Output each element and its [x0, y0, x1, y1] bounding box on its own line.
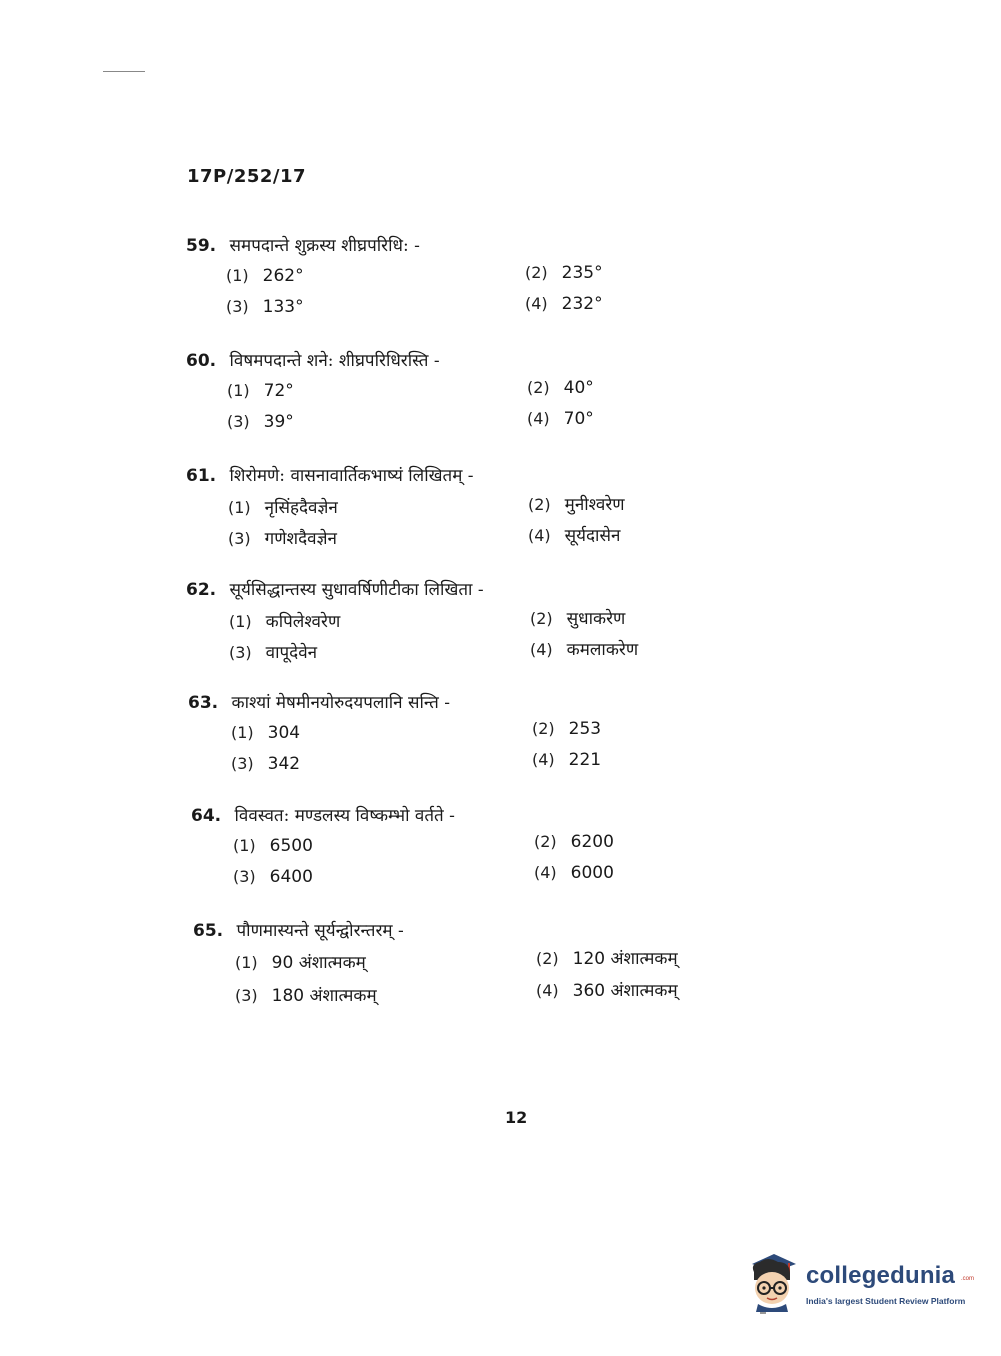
question-number: 60. — [186, 351, 217, 371]
collegedunia-logo — [744, 1250, 974, 1320]
option-value: वापूदेवेन — [265, 643, 318, 663]
option-4 — [532, 750, 601, 770]
option-1 — [235, 950, 366, 973]
option-number: (3) — [235, 986, 258, 1005]
option-3 — [229, 640, 317, 663]
option-number: (3) — [229, 643, 252, 662]
option-value: 6200 — [570, 832, 614, 852]
option-value: 342 — [267, 754, 301, 774]
logo-com: .com — [961, 1276, 975, 1282]
question-stem — [193, 918, 404, 941]
option-value: सूर्यदासेन — [564, 526, 621, 546]
option-number: (3) — [233, 867, 256, 886]
option-1 — [233, 836, 313, 856]
option-number: (1) — [233, 836, 256, 855]
scan-mark — [760, 1312, 766, 1314]
question-number: 64. — [191, 806, 222, 826]
option-3 — [233, 867, 313, 887]
option-2 — [532, 719, 601, 739]
question-number: 65. — [193, 921, 224, 941]
question-text: शिरोमणे: वासनावार्तिकभाष्यं लिखितम् - — [229, 466, 474, 486]
option-number: (4) — [527, 409, 550, 428]
option-value: 262° — [262, 266, 304, 286]
option-1 — [226, 266, 304, 286]
option-4 — [536, 978, 678, 1001]
option-value: 133° — [262, 297, 304, 317]
option-3 — [231, 754, 300, 774]
question-number: 61. — [186, 466, 217, 486]
option-value: 72° — [263, 381, 294, 401]
question-text: विवस्वत: मण्डलस्य विष्कम्भो वर्तते - — [234, 806, 455, 826]
option-value: 39° — [263, 412, 294, 432]
option-number: (2) — [527, 378, 550, 397]
option-value: 253 — [568, 719, 602, 739]
option-number: (3) — [228, 529, 251, 548]
question-stem — [186, 348, 440, 371]
option-3 — [235, 983, 377, 1006]
option-1 — [229, 609, 340, 632]
question-number: 62. — [186, 580, 217, 600]
option-number: (1) — [235, 953, 258, 972]
option-1 — [227, 381, 294, 401]
option-number: (2) — [536, 949, 559, 968]
option-number: (1) — [228, 498, 251, 517]
option-number: (3) — [227, 412, 250, 431]
option-number: (4) — [534, 863, 557, 882]
option-value: गणेशदैवज्ञेन — [264, 529, 337, 549]
question-stem — [186, 463, 474, 486]
option-1 — [228, 495, 338, 518]
option-number: (1) — [229, 612, 252, 631]
option-number: (1) — [226, 266, 249, 285]
option-2 — [527, 378, 594, 398]
option-value: नृसिंहदैवज्ञेन — [264, 498, 338, 518]
option-3 — [228, 526, 337, 549]
option-value: 232° — [561, 294, 603, 314]
option-number: (4) — [530, 640, 553, 659]
option-3 — [227, 412, 294, 432]
option-4 — [530, 637, 638, 660]
option-number: (4) — [528, 526, 551, 545]
option-value: 90 अंशात्मकम् — [271, 953, 366, 973]
option-number: (4) — [536, 981, 559, 1000]
option-number: (2) — [534, 832, 557, 851]
option-4 — [528, 523, 620, 546]
paper-code: 17P/252/17 — [187, 166, 307, 187]
option-value: कमलाकरेण — [566, 640, 639, 660]
option-number: (3) — [226, 297, 249, 316]
option-value: मुनीश्वरेण — [564, 495, 625, 515]
option-value: सुधाकरेण — [566, 609, 626, 629]
question-number: 59. — [186, 236, 217, 256]
option-2 — [536, 946, 678, 969]
option-number: (2) — [525, 263, 548, 282]
option-number: (1) — [227, 381, 250, 400]
question-text: काश्यां मेषमीनयोरुदयपलानि सन्ति - — [231, 693, 450, 713]
page-number: 12 — [505, 1108, 528, 1127]
mascot-icon — [744, 1250, 802, 1312]
question-stem — [191, 803, 455, 826]
option-value: 235° — [561, 263, 603, 283]
option-value: 120 अंशात्मकम् — [572, 949, 678, 969]
option-4 — [534, 863, 614, 883]
option-value: 180 अंशात्मकम् — [271, 986, 377, 1006]
option-number: (2) — [530, 609, 553, 628]
option-3 — [226, 297, 304, 317]
option-2 — [525, 263, 603, 283]
option-value: 6400 — [269, 867, 313, 887]
option-2 — [534, 832, 614, 852]
option-2 — [530, 606, 625, 629]
option-value: 40° — [563, 378, 594, 398]
option-number: (1) — [231, 723, 254, 742]
option-4 — [525, 294, 603, 314]
option-number: (4) — [532, 750, 555, 769]
option-value: 6000 — [570, 863, 614, 883]
question-text: समपदान्ते शुक्रस्य शीघ्रपरिधि: - — [229, 236, 420, 256]
option-number: (2) — [528, 495, 551, 514]
option-number: (2) — [532, 719, 555, 738]
option-number: (4) — [525, 294, 548, 313]
option-value: 360 अंशात्मकम् — [572, 981, 678, 1001]
option-1 — [231, 723, 300, 743]
question-text: पौणमास्यन्ते सूर्यन्द्वोरन्तरम् - — [236, 921, 404, 941]
option-value: 221 — [568, 750, 602, 770]
question-number: 63. — [188, 693, 219, 713]
option-value: कपिलेश्वरेण — [265, 612, 341, 632]
option-value: 70° — [563, 409, 594, 429]
option-2 — [528, 492, 625, 515]
option-4 — [527, 409, 594, 429]
top-rule — [103, 71, 145, 72]
logo-wordmark: collegedunia — [806, 1262, 956, 1289]
option-value: 6500 — [269, 836, 313, 856]
question-stem — [188, 690, 450, 713]
question-text: विषमपदान्ते शने: शीघ्रपरिधिरस्ति - — [229, 351, 440, 371]
option-value: 304 — [267, 723, 301, 743]
logo-tagline: India's largest Student Review Platform — [806, 1296, 966, 1306]
question-text: सूर्यसिद्धान्तस्य सुधावर्षिणीटीका लिखिता - — [229, 580, 484, 600]
question-stem — [186, 577, 484, 600]
question-stem — [186, 233, 420, 256]
option-number: (3) — [231, 754, 254, 773]
